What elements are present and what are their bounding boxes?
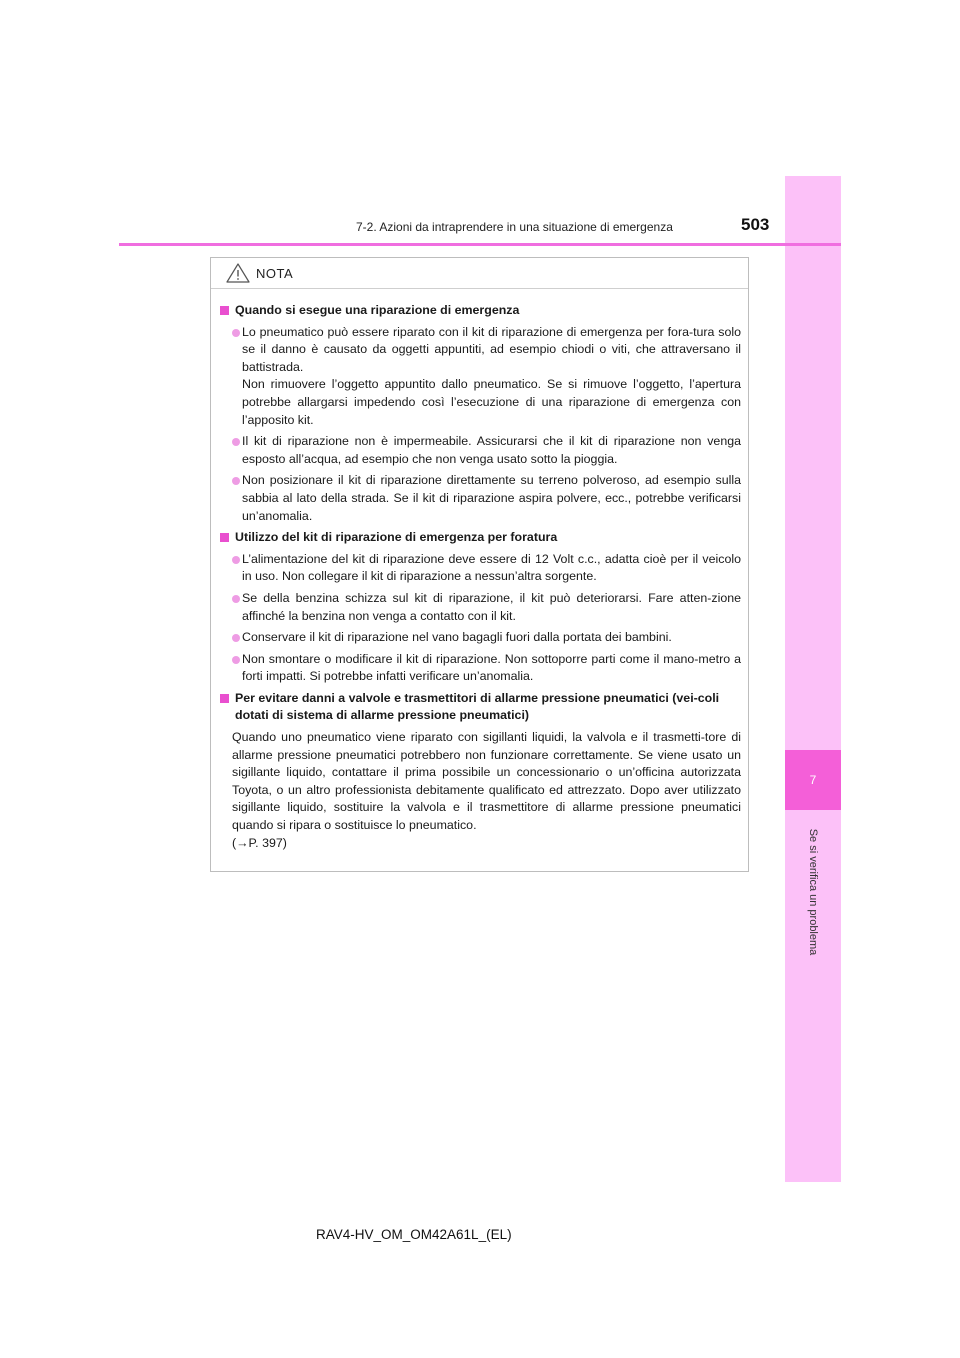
note-title: NOTA <box>256 265 294 281</box>
chapter-number-tab <box>785 750 841 810</box>
heading-square-icon <box>220 694 229 703</box>
bullet-dot-icon <box>232 656 240 664</box>
note-header <box>211 258 748 289</box>
page-reference-link[interactable]: (→P. 397) <box>232 835 287 850</box>
note-bullet: Conservare il kit di riparazione nel vano bagagli fuori dalla portata dei bambini. <box>218 629 741 647</box>
note-bullet: Il kit di riparazione non è impermeabile. Assicurarsi che il kit di riparazione non venga esposto all’acqua, ad esempio che non venga usato sotto la pioggia. <box>218 433 741 468</box>
note-box <box>210 257 749 872</box>
document-id: RAV4-HV_OM_OM42A61L_(EL) <box>316 1227 512 1242</box>
note-paragraph: Quando uno pneumatico viene riparato con sigillanti liquidi, la valvola e il trasmetti-tore di allarme pressione pneumatici potrebbero non funzionare correttamente. Se viene usato un sigillante liquido, contattare il prima possibile un concessionario o un’officina autorizzata Toyota, o un altro professionista debitamente qualificato ed attrezzato. Dopo aver utilizzato sigillante liquido, sostituire la valvola e il trasmettitore di allarme pressione pneumatici quando si ripara o sostituisce lo pneumatico. (→P. 397) <box>218 729 741 852</box>
bullet-dot-icon <box>232 634 240 642</box>
bullet-dot-icon <box>232 438 240 446</box>
note-bullet: Non smontare o modificare il kit di riparazione. Non sottoporre parti come il mano-metro a forti impatti. Si potrebbe infatti verificare un’anomalia. <box>218 651 741 686</box>
chapter-title: Se si verifica un problema <box>807 828 819 956</box>
bullet-dot-icon <box>232 595 240 603</box>
warning-triangle-icon <box>226 263 250 283</box>
bullet-dot-icon <box>232 477 240 485</box>
note-bullet: Lo pneumatico può essere riparato con il kit di riparazione di emergenza per fora-tura solo se il danno è causato da oggetti appuntiti, ad esempio chiodi o viti, che attraversano il battistrada. Non rimuovere l’oggetto appuntito dallo pneumatico. Se si rimuove l’oggetto, l’apertura potrebbe allargarsi impedendo così l’esecuzione di una riparazione di emergenza con l’apposito kit. <box>218 324 741 430</box>
side-tab <box>785 176 841 1182</box>
chapter-number: 7 <box>809 773 817 787</box>
note-bullet: Non posizionare il kit di riparazione direttamente su terreno polveroso, ad esempio sulla sabbia al lato della strada. Se il kit di riparazione aspira polvere, ecc., potrebbe verificarsi un’anomalia. <box>218 472 741 525</box>
page-number: 503 <box>741 215 770 234</box>
bullet-dot-icon <box>232 329 240 337</box>
heading-square-icon <box>220 306 229 315</box>
note-bullet: L’alimentazione del kit di riparazione deve essere di 12 Volt c.c., adatta cioè per il veicolo in uso. Non collegare il kit di riparazione a nessun’altra sorgente. <box>218 551 741 586</box>
note-heading: Per evitare danni a valvole e trasmettitori di allarme pressione pneumatici (vei-coli dotati di sistema di allarme pressione pneumatici) <box>218 690 741 725</box>
bullet-dot-icon <box>232 556 240 564</box>
note-heading: Utilizzo del kit di riparazione di emergenza per foratura <box>218 529 741 547</box>
note-bullet: Se della benzina schizza sul kit di riparazione, il kit può deteriorarsi. Fare atten-zione affinché la benzina non venga a contatto con il kit. <box>218 590 741 625</box>
heading-square-icon <box>220 533 229 542</box>
note-body <box>211 289 748 852</box>
section-title: 7-2. Azioni da intraprendere in una situazione di emergenza <box>356 220 673 234</box>
note-heading: Quando si esegue una riparazione di emergenza <box>218 302 741 320</box>
header-rule <box>119 243 841 246</box>
